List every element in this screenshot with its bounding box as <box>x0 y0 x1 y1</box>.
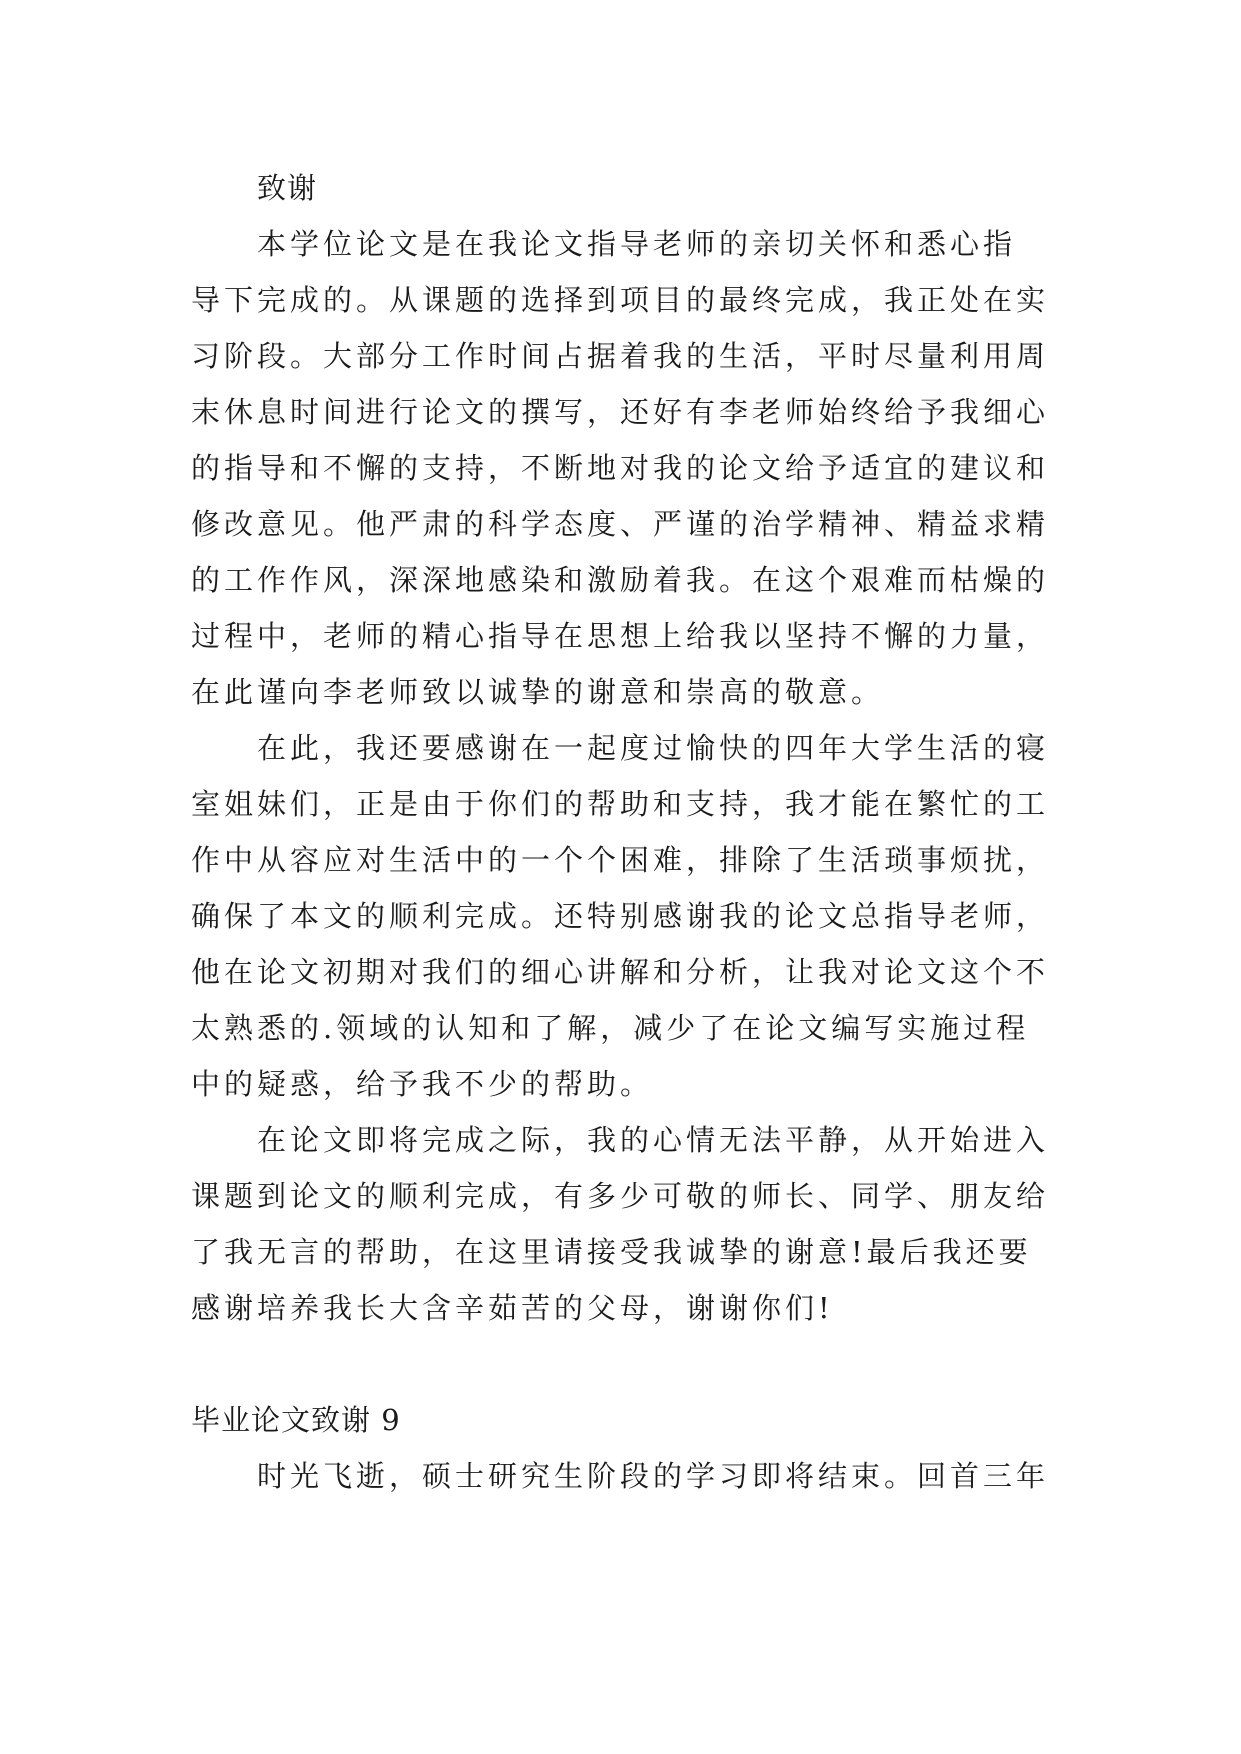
section-title: 毕业论文致谢 9 <box>191 1403 401 1437</box>
paragraph-line: 太熟悉的.领域的认知和了解，减少了在论文编写实施过程 <box>191 1011 1030 1045</box>
paragraph-line: 导下完成的。从课题的选择到项目的最终完成，我正处在实 <box>191 283 1050 317</box>
paragraph-line: 时光飞逝，硕士研究生阶段的学习即将结束。回首三年 <box>257 1459 1050 1493</box>
section-spacer <box>191 1336 1051 1392</box>
paragraph-line: 习阶段。大部分工作时间占据着我的生活，平时尽量利用周 <box>191 339 1050 373</box>
paragraph-line: 确保了本文的顺利完成。还特别感谢我的论文总指导老师， <box>191 899 1050 933</box>
paragraph-line: 他在论文初期对我们的细心讲解和分析，让我对论文这个不 <box>191 955 1050 989</box>
paragraph-line: 课题到论文的顺利完成，有多少可敬的师长、同学、朋友给 <box>191 1179 1050 1213</box>
paragraph-1 <box>191 216 1051 720</box>
document-body <box>191 160 1051 1504</box>
paragraph-line: 的指导和不懈的支持，不断地对我的论文给予适宜的建议和 <box>191 451 1050 485</box>
paragraph-line: 过程中，老师的精心指导在思想上给我以坚持不懈的力量， <box>191 619 1050 653</box>
paragraph-3 <box>191 1112 1051 1336</box>
paragraph-line: 中的疑惑，给予我不少的帮助。 <box>191 1067 654 1101</box>
paragraph-line: 在此谨向李老师致以诚挚的谢意和崇高的敬意。 <box>191 675 885 709</box>
acknowledgement-heading: 致谢 <box>257 171 318 205</box>
paragraph-line: 的工作作风，深深地感染和激励着我。在这个艰难而枯燥的 <box>191 563 1050 597</box>
paragraph-line: 了我无言的帮助，在这里请接受我诚挚的谢意!最后我还要 <box>191 1235 1032 1269</box>
paragraph-line: 末休息时间进行论文的撰写，还好有李老师始终给予我细心 <box>191 395 1050 429</box>
paragraph-2 <box>191 720 1051 1112</box>
paragraph-line: 感谢培养我长大含辛茹苦的父母，谢谢你们! <box>191 1291 834 1325</box>
paragraph-line: 本学位论文是在我论文指导老师的亲切关怀和悉心指 <box>257 227 1017 261</box>
paragraph-line: 在论文即将完成之际，我的心情无法平静，从开始进入 <box>257 1123 1050 1157</box>
paragraph-line: 修改意见。他严肃的科学态度、严谨的治学精神、精益求精 <box>191 507 1050 541</box>
paragraph-4 <box>191 1448 1051 1504</box>
paragraph-line: 在此，我还要感谢在一起度过愉快的四年大学生活的寝 <box>257 731 1050 765</box>
paragraph-line: 室姐妹们，正是由于你们的帮助和支持，我才能在繁忙的工 <box>191 787 1050 821</box>
paragraph-line: 作中从容应对生活中的一个个困难，排除了生活琐事烦扰， <box>191 843 1050 877</box>
